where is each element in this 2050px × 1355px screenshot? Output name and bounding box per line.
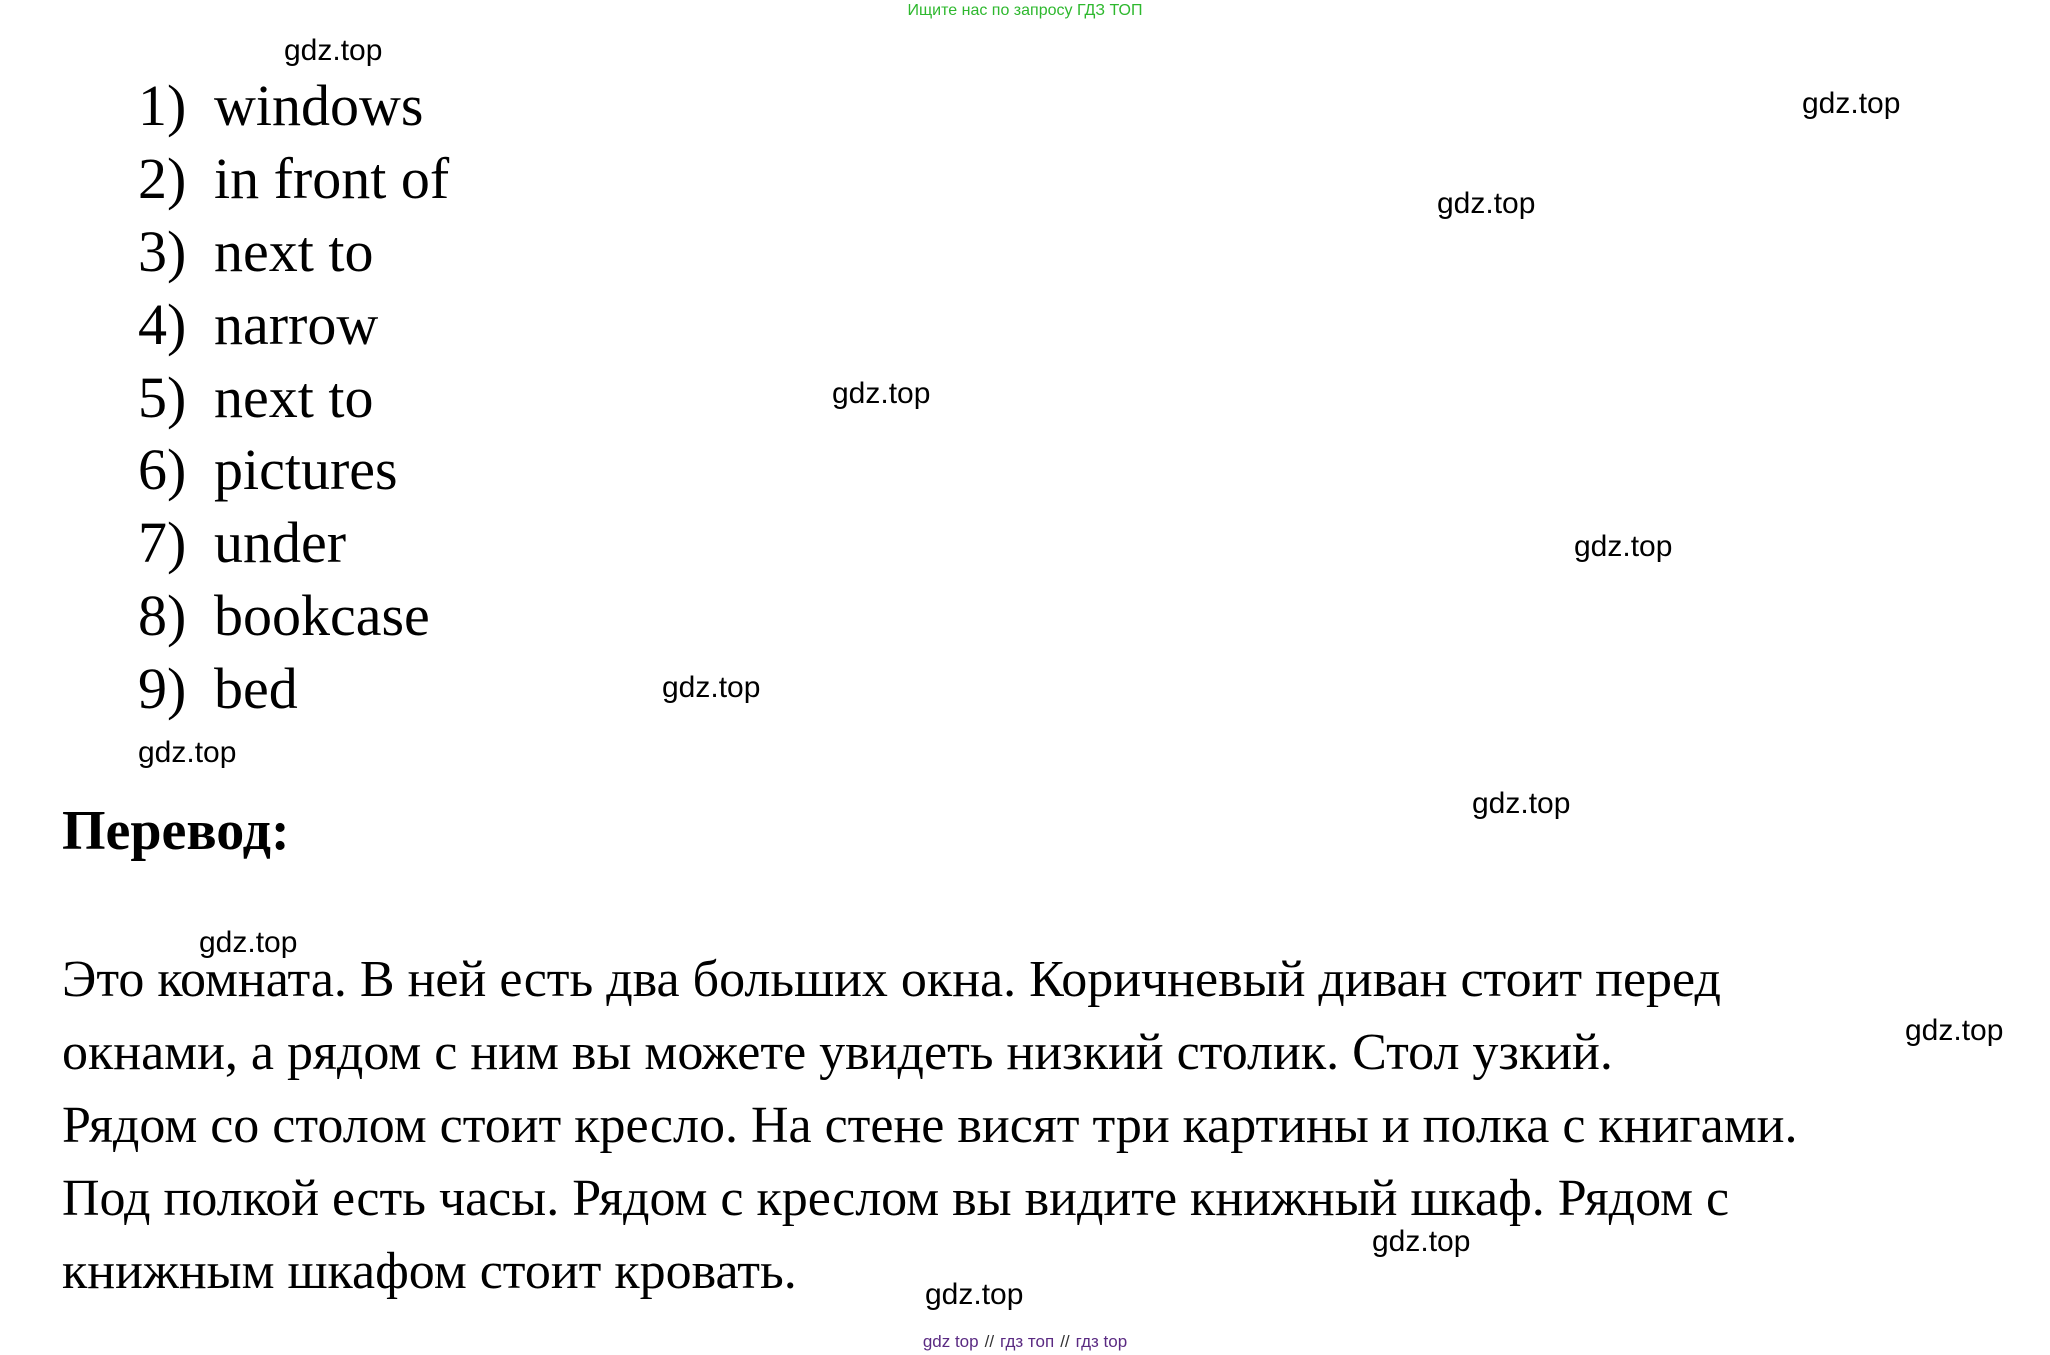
footer-links <box>0 1331 2050 1353</box>
answer-item <box>138 288 449 361</box>
footer-separator: // <box>984 1332 995 1351</box>
translation-heading: Перевод: <box>62 800 290 862</box>
answer-number: 9) <box>138 655 187 721</box>
watermark: gdz.top <box>1472 787 1571 820</box>
answer-number: 2) <box>138 146 187 212</box>
translation-line: окнами, а рядом с ним вы можете увидеть низкий столик. Стол узкий. <box>62 1024 1613 1081</box>
top-banner: Ищите нас по запросу ГДЗ ТОП <box>907 2 1143 19</box>
watermark: gdz.top <box>284 34 383 67</box>
answer-item <box>138 143 449 216</box>
answer-number: 5) <box>138 364 187 430</box>
answer-number: 7) <box>138 510 187 576</box>
watermark: gdz.top <box>925 1278 1024 1311</box>
translation-line: Рядом со столом стоит кресло. На стене висят три картины и полка с книгами. <box>62 1097 1798 1154</box>
answer-text: narrow <box>214 291 379 357</box>
translation-line: Это комната. В ней есть два больших окна. Коричневый диван стоит перед <box>62 951 1721 1008</box>
answer-text: next to <box>214 218 374 284</box>
answer-text: next to <box>214 364 374 430</box>
answer-number: 6) <box>138 437 187 503</box>
watermark: gdz.top <box>1437 187 1536 220</box>
footer-separator: // <box>1060 1332 1070 1351</box>
footer-link[interactable]: гдз top <box>1075 1332 1128 1351</box>
watermark: gdz.top <box>832 377 931 410</box>
answer-text: in front of <box>214 146 450 212</box>
answer-text: bookcase <box>214 582 430 648</box>
footer-link[interactable]: гдз топ <box>1000 1332 1055 1351</box>
answer-text: pictures <box>214 437 398 503</box>
answer-item <box>138 216 449 289</box>
answer-text: bed <box>214 655 298 721</box>
watermark: gdz.top <box>1802 87 1901 120</box>
answer-item <box>138 507 449 580</box>
translation-line: Под полкой есть часы. Рядом с креслом вы видите книжный шкаф. Рядом с <box>62 1170 1730 1227</box>
watermark: gdz.top <box>199 926 298 959</box>
answer-number: 3) <box>138 218 187 284</box>
watermark: gdz.top <box>1574 530 1673 563</box>
watermark: gdz.top <box>138 736 237 769</box>
answer-item <box>138 580 449 653</box>
translation-line: книжным шкафом стоит кровать. <box>62 1243 797 1300</box>
answer-number: 1) <box>138 73 187 139</box>
answer-text: windows <box>214 73 424 139</box>
watermark: gdz.top <box>662 671 761 704</box>
watermark: gdz.top <box>1905 1014 2004 1047</box>
answer-text: under <box>214 510 347 576</box>
translation-paragraph <box>62 943 2042 1308</box>
answer-item <box>138 70 449 143</box>
answer-number: 4) <box>138 291 187 357</box>
answer-number: 8) <box>138 582 187 648</box>
footer-link[interactable]: gdz top <box>922 1332 979 1351</box>
answer-item <box>138 434 449 507</box>
answer-item <box>138 361 449 434</box>
watermark: gdz.top <box>1372 1225 1471 1258</box>
answer-list <box>138 70 449 725</box>
answer-item <box>138 652 449 725</box>
